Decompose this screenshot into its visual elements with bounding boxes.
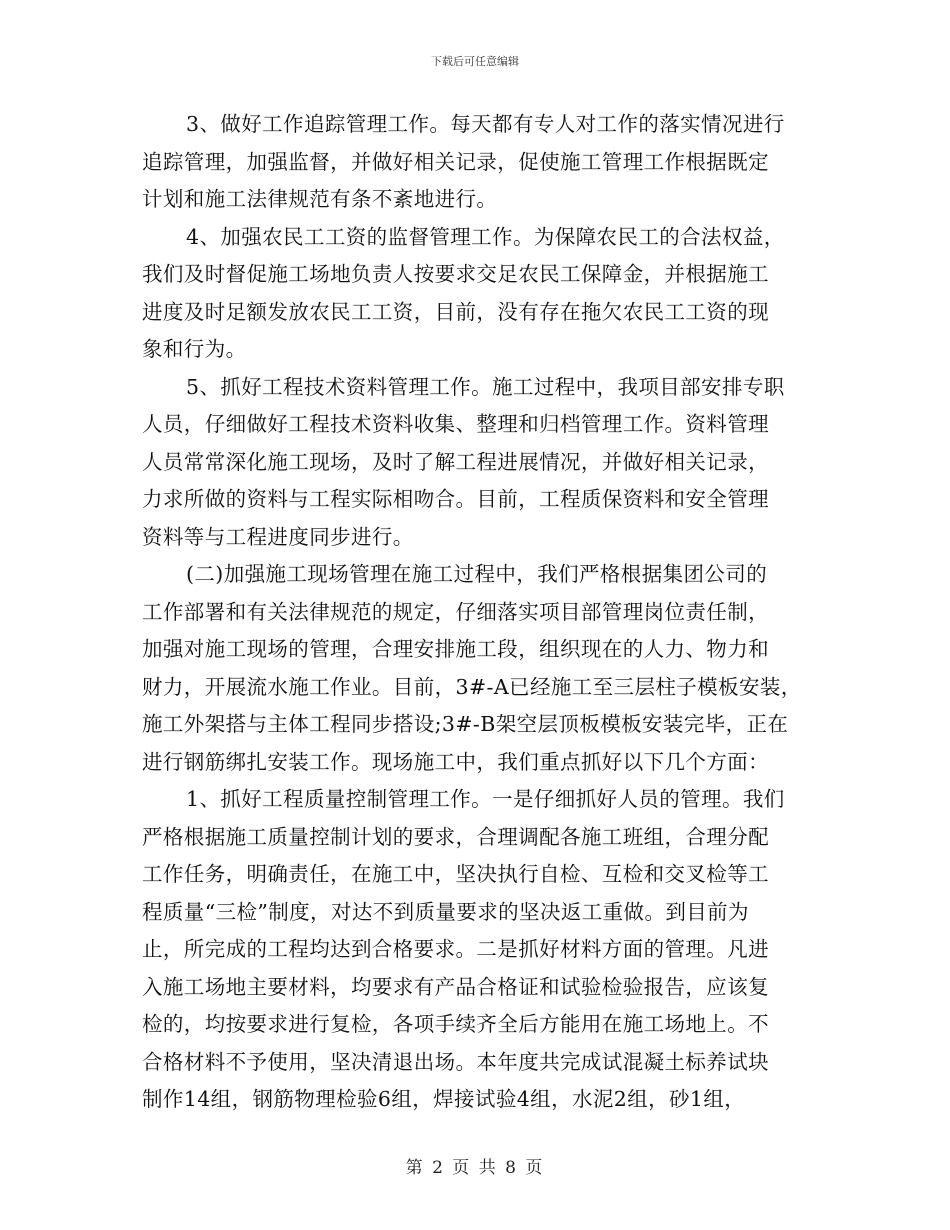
text-line: 计划和施工法律规范有条不紊地进行。	[142, 187, 498, 211]
text-line: 程质量“三检”制度，对达不到质量要求的坚决返工重做。到目前为	[142, 899, 749, 924]
text-line: 力求所做的资料与工程实际相吻合。目前，工程质保资料和安全管理	[142, 487, 769, 511]
text-line: 工作部署和有关法律规范的规定，仔细落实项目部管理岗位责任制，	[142, 599, 769, 624]
text-line: 象和行为。	[142, 337, 247, 361]
text-line: 止，所完成的工程均达到合格要求。二是抓好材料方面的管理。凡进	[142, 937, 769, 961]
text-line: (二)加强施工现场管理在施工过程中，我们严格根据集团公司的	[186, 562, 768, 586]
paragraph-item-3	[142, 106, 810, 219]
text-line: 制作14组，钢筋物理检验6组，焊接试验4组，水泥2组，砂1组，	[142, 1087, 746, 1111]
page-header-note: 下载后可任意编辑	[431, 55, 519, 68]
text-line: 加强对施工现场的管理，合理安排施工段，组织现在的人力、物力和	[142, 637, 769, 661]
text-line: 进度及时足额发放农民工工资，目前，没有存在拖欠农民工工资的现	[142, 299, 769, 324]
text-line: 工作任务，明确责任，在施工中，坚决执行自检、互检和交叉检等工	[142, 862, 769, 886]
document-body	[142, 106, 810, 1119]
text-line: 3、做好工作追踪管理工作。每天都有专人对工作的落实情况进行	[186, 112, 785, 136]
page-number-footer: 第 2 页 共 8 页	[405, 1158, 545, 1178]
text-line: 追踪管理，加强监督，并做好相关记录，促使施工管理工作根据既定	[142, 149, 769, 174]
paragraph-item-5	[142, 369, 810, 557]
text-line: 检的，均按要求进行复检，各项手续齐全后方能用在施工场地上。不	[142, 1012, 769, 1036]
text-line: 资料等与工程进度同步进行。	[142, 524, 414, 549]
text-line: 人员常常深化施工现场，及时了解工程进展情况，并做好相关记录，	[142, 449, 769, 474]
paragraph-item-1	[142, 781, 810, 1119]
text-line: 合格材料不予使用，坚决清退出场。本年度共完成试混凝土标养试块	[142, 1049, 769, 1074]
paragraph-section-2	[142, 556, 810, 781]
text-line: 施工外架搭与主体工程同步搭设;3#-B架空层顶板模板安装完毕，正在	[142, 712, 789, 736]
text-line: 5、抓好工程技术资料管理工作。施工过程中，我项目部安排专职	[186, 374, 785, 399]
text-line: 我们及时督促施工场地负责人按要求交足农民工保障金，并根据施工	[142, 262, 769, 286]
paragraph-item-4	[142, 219, 810, 369]
text-line: 4、加强农民工工资的监督管理工作。为保障农民工的合法权益，	[186, 224, 785, 249]
text-line: 人员，仔细做好工程技术资料收集、整理和归档管理工作。资料管理	[142, 412, 769, 436]
text-line: 财力，开展流水施工作业。目前，3#-A已经施工至三层柱子模板安装，	[142, 674, 802, 699]
text-line: 1、抓好工程质量控制管理工作。一是仔细抓好人员的管理。我们	[186, 787, 785, 811]
text-line: 严格根据施工质量控制计划的要求，合理调配各施工班组，合理分配	[142, 824, 769, 849]
text-line: 进行钢筋绑扎安装工作。现场施工中，我们重点抓好以下几个方面：	[142, 749, 769, 774]
text-line: 入施工场地主要材料，均要求有产品合格证和试验检验报告，应该复	[142, 974, 769, 999]
